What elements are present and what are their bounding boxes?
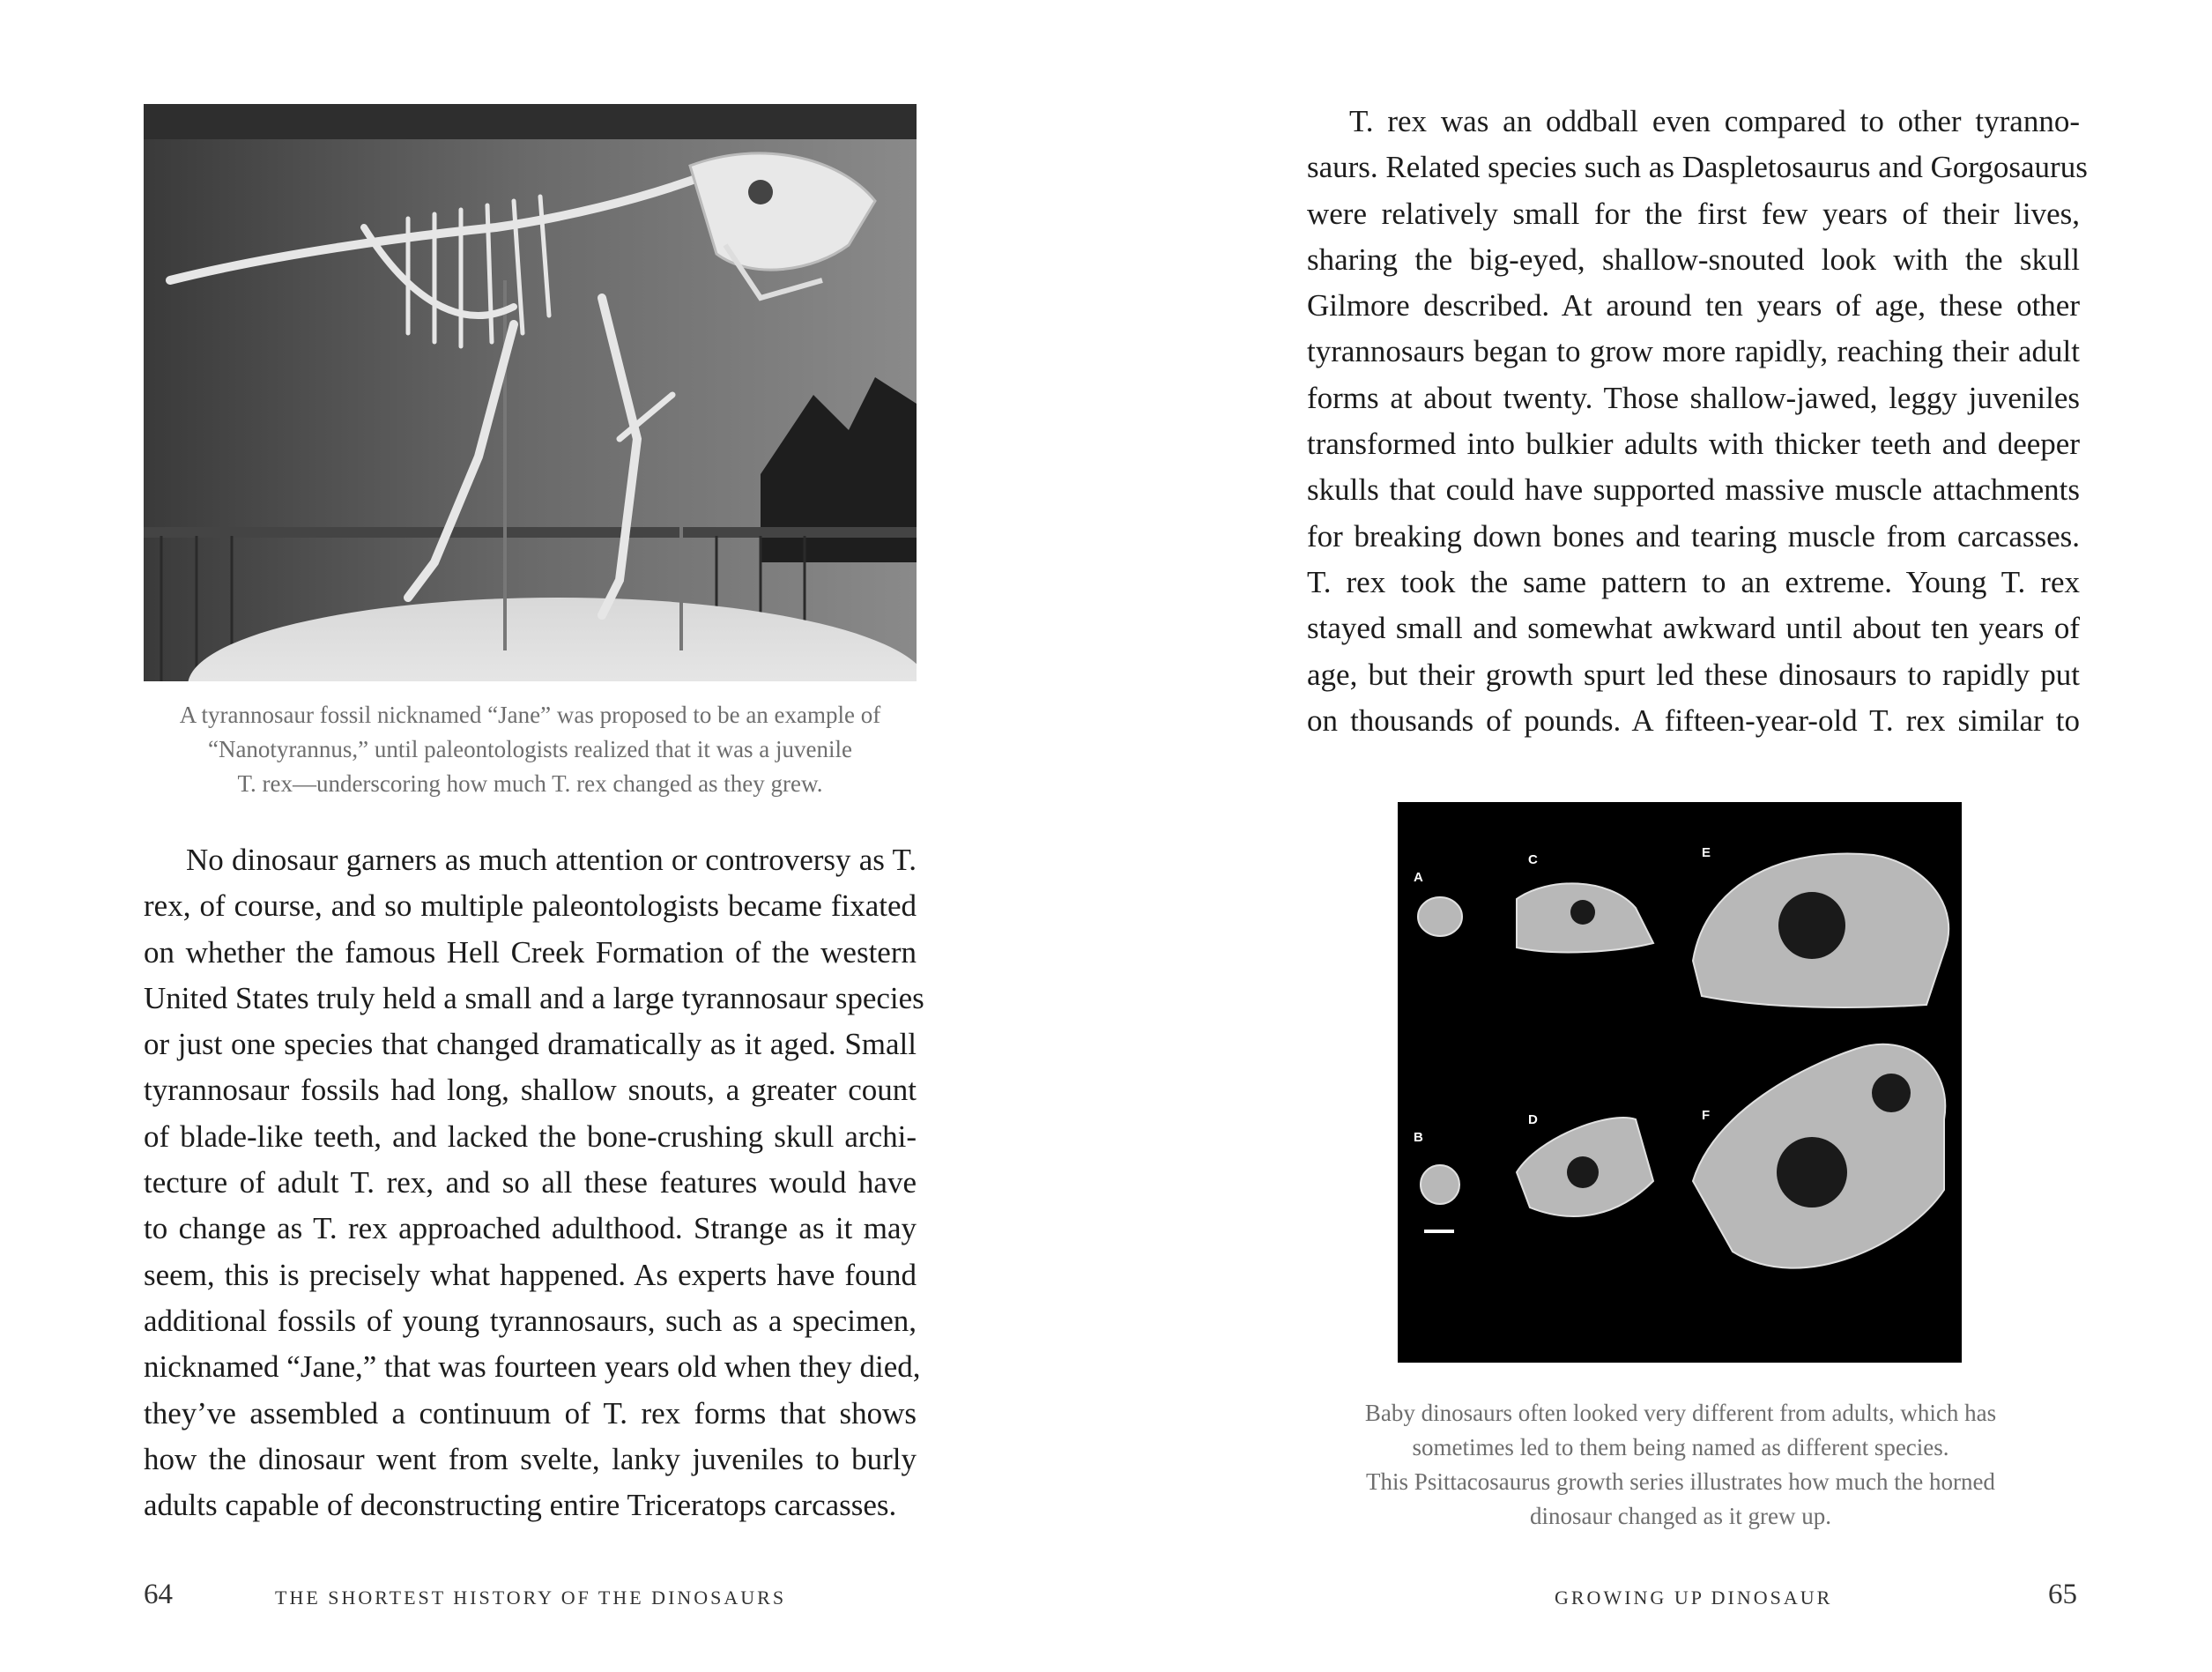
panel-label-a: A [1414,870,1423,885]
text-line: seem, this is precisely what happened. As experts have found [144,1257,917,1292]
figure-caption [144,698,917,801]
tyrannosaur-skeleton-photo [144,104,917,681]
text-line: were relatively small for the first few years of their lives, [1307,196,2080,231]
text-line: to change as T. rex approached adulthood. Strange as it may [144,1211,917,1246]
text-line: how the dinosaur went from svelte, lanky juveniles to burly [144,1441,917,1476]
text-line: tyrannosaur fossils had long, shallow snouts, a greater count [144,1073,917,1108]
text-line: additional fossils of young tyrannosaurs, such as a specimen, [144,1303,917,1338]
text-line: Gilmore described. At around ten years of age, these other [1307,288,2080,323]
panel-label-e: E [1702,845,1711,860]
text-line: rex, of course, and so multiple paleontologists became fixated [144,888,917,924]
panel-label-f: F [1702,1108,1711,1123]
page-number: 65 [2048,1579,2077,1610]
text-line: transformed into bulkier adults with thicker teeth and deeper [1307,427,2080,462]
panel-label-d: D [1528,1112,1538,1127]
caption-line: dinosaur changed as it grew up. [1530,1503,1831,1529]
panel-label-c: C [1528,852,1538,867]
panel-label-b: B [1414,1130,1423,1145]
caption-line: A tyrannosaur fossil nicknamed “Jane” was proposed to be an example of [179,702,881,728]
page-number: 64 [144,1579,173,1610]
text-line: age, but their growth spurt led these dinosaurs to rapidly put [1307,657,2080,692]
text-line: T. rex took the same pattern to an extreme. Young T. rex [1307,564,2080,599]
text-line: skulls that could have supported massive muscle attachments [1307,472,2080,508]
text-line: they’ve assembled a continuum of T. rex forms that shows [144,1395,917,1430]
text-line: on whether the famous Hell Creek Formation of the western [144,934,917,970]
skull-a [1418,897,1462,936]
right-page [1106,0,2212,1672]
caption-line: Baby dinosaurs often looked very different from adults, which has [1364,1400,1997,1426]
running-head: GROWING UP DINOSAUR [1555,1587,1833,1609]
text-line: stayed small and somewhat awkward until about ten years of [1307,611,2080,646]
text-line: adults capable of deconstructing entire Triceratops carcasses. [144,1488,897,1523]
body-paragraph [144,837,924,1528]
text-line: tecture of adult T. rex, and so all these features would have [144,1165,917,1200]
text-line: on thousands of pounds. A fifteen-year-old T. rex similar to [1307,702,2080,738]
figure-caption [1335,1396,2026,1534]
body-paragraph [1307,99,2088,744]
caption-line: sometimes led to them being named as different species. [1412,1434,1949,1460]
text-line: or just one species that changed dramatically as it aged. Small [144,1027,917,1062]
psittacosaurus-skull-series-photo [1398,802,1962,1363]
text-line: for breaking down bones and tearing muscle from carcasses. [1307,518,2080,554]
caption-line: “Nanotyrannus,” until paleontologists realized that it was a juvenile [207,736,853,762]
text-line: of blade-like teeth, and lacked the bone-crushing skull archi- [144,1118,917,1154]
scale-bar [1424,1230,1454,1233]
text-line: sharing the big-eyed, shallow-snouted look with the skull [1307,242,2080,277]
running-head: THE SHORTEST HISTORY OF THE DINOSAURS [275,1587,787,1609]
caption-line: This Psittacosaurus growth series illustrates how much the horned [1366,1468,1995,1495]
text-line: tyrannosaurs began to grow more rapidly, reaching their adult [1307,334,2080,369]
caption-line: T. rex—underscoring how much T. rex changed as they grew. [237,770,823,797]
text-line: No dinosaur garners as much attention or controversy as T. [186,843,917,877]
text-line: nicknamed “Jane,” that was fourteen years old when they died, [144,1349,921,1385]
text-line: T. rex was an oddball even compared to other tyranno- [1349,104,2080,138]
text-line: forms at about twenty. Those shallow-jawed, leggy juveniles [1307,380,2080,415]
text-line: United States truly held a small and a large tyrannosaur species [144,980,924,1015]
skull-b [1421,1165,1459,1204]
text-line: saurs. Related species such as Daspletosaurus and Gorgosaurus [1307,150,2088,185]
